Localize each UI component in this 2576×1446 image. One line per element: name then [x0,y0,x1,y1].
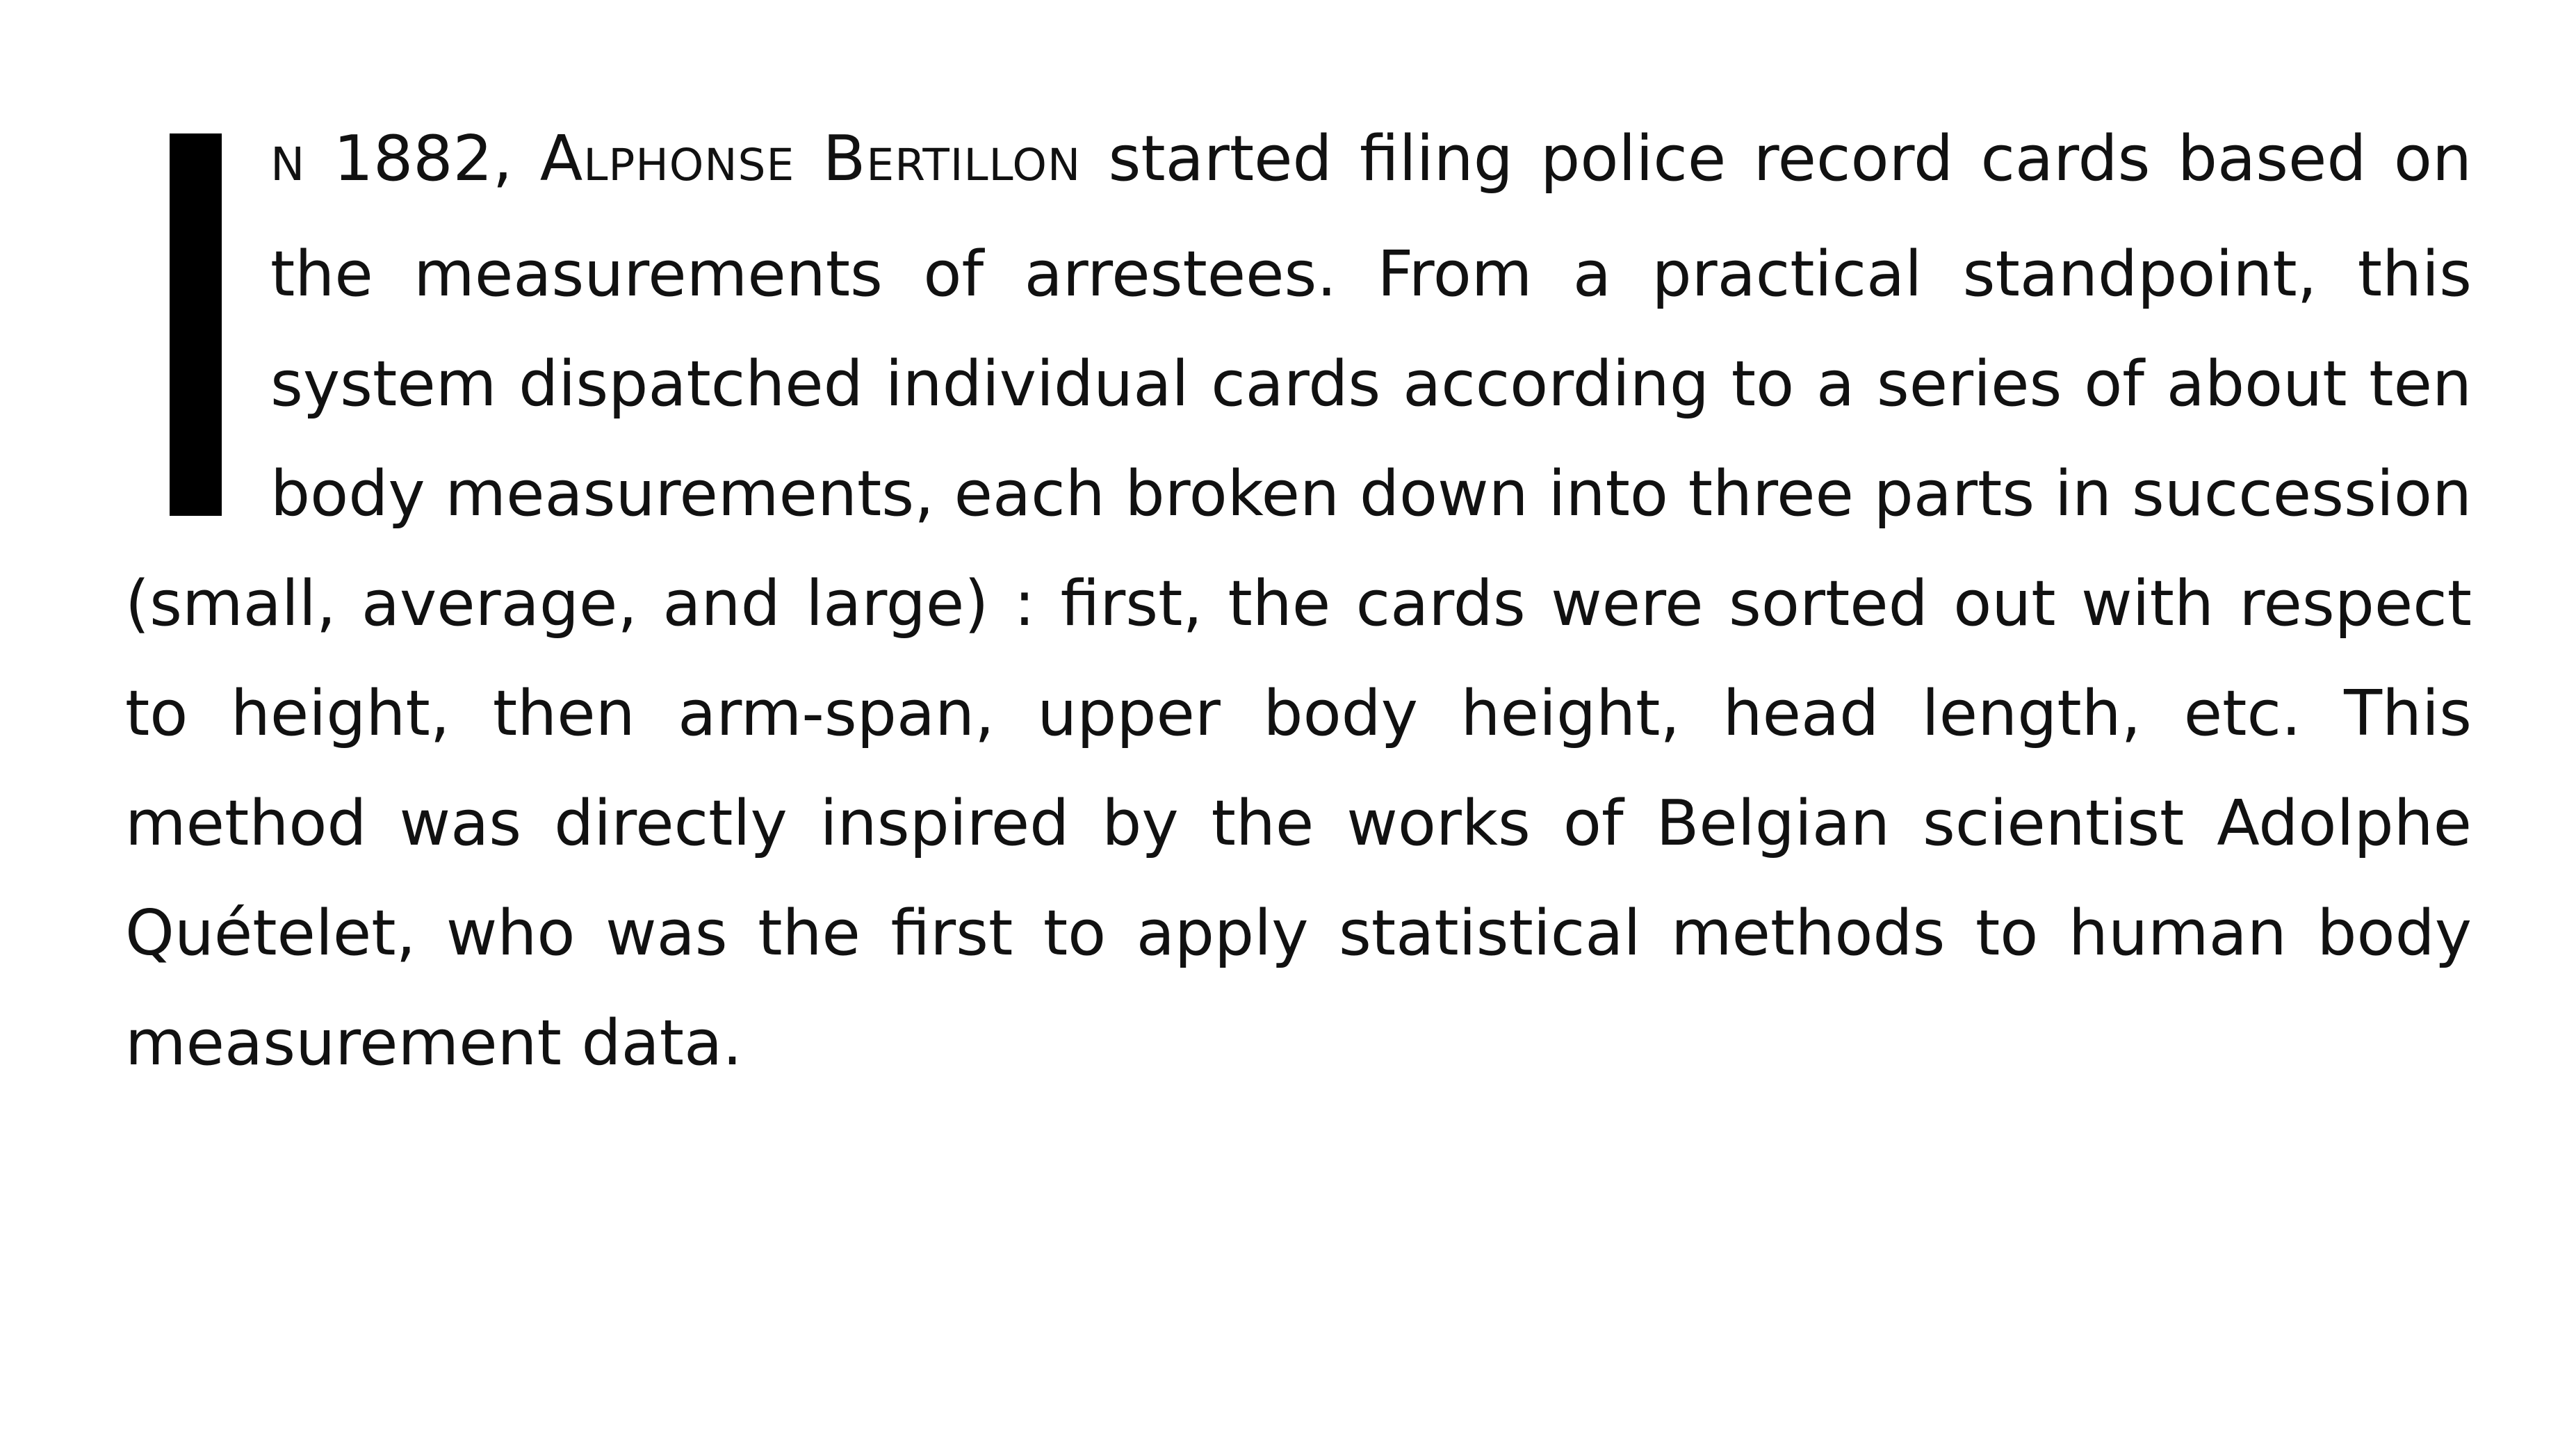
lead-small-caps: N [270,138,307,191]
person-name: Alphonse Bertillon [539,122,1082,195]
paragraph [125,104,2472,1098]
dropcap [170,133,222,516]
body-text: started filing police record cards based on the measurements of arrestees. From a practical standpoint, this system dispatched individual cards according to a series of about ten body measurements, each broken down into three parts in succession (small, average, and large) : first, the cards were sorted out with respect to height, then arm-span, upper body height, head length, etc. This method was directly inspired by the works of Belgian scientist Adolphe Quételet, who was the first to apply statistical methods to human body measurement data. [125,122,2472,1080]
year: 1882, [333,122,513,195]
